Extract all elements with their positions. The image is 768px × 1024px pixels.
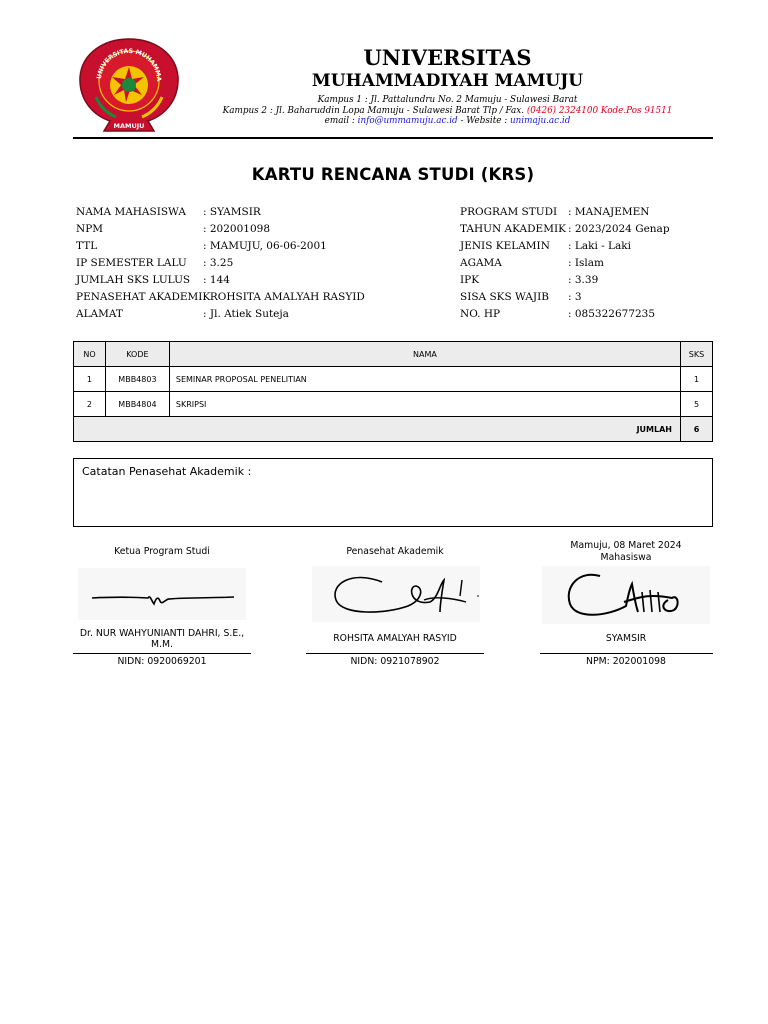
sig-rule-mahasiswa — [540, 653, 713, 654]
cell-kode: MBB4803 — [105, 367, 169, 392]
info-label: TAHUN AKADEMIK — [460, 223, 566, 235]
sig-id-ketua: NIDN: 0920069201 — [117, 656, 207, 667]
total-value: 6 — [681, 417, 713, 442]
info-label: IPK — [460, 274, 480, 286]
info-value: : SYAMSIR — [203, 206, 261, 218]
cell-no: 2 — [74, 392, 106, 417]
info-value: : 3 — [568, 291, 582, 303]
course-table — [73, 341, 713, 442]
contact-line — [200, 116, 695, 127]
campus2-text: Kampus 2 : Jl. Baharuddin Lopa Mamuju - Sulawesi Barat Tlp / Fax. — [222, 106, 525, 116]
logo-bottom-text: MAMUJU — [113, 122, 145, 130]
sig-rule-ketua — [73, 653, 251, 654]
signature-mahasiswa — [542, 566, 710, 624]
advisor-notes-label: Catatan Penasehat Akademik : — [82, 465, 252, 478]
info-label: PENASEHAT AKADEMIK — [76, 291, 211, 303]
university-name-line1: UNIVERSITAS — [363, 45, 532, 70]
campus1-address: Kampus 1 : Jl. Pattalundru No. 2 Mamuju - Sulawesi Barat — [317, 95, 578, 105]
page-title: KARTU RENCANA STUDI (KRS) — [251, 165, 535, 184]
info-label: NPM — [76, 223, 104, 235]
col-header-sks: SKS — [681, 342, 713, 367]
header-divider — [73, 137, 713, 139]
sig-role-mahasiswa: Mahasiswa — [600, 552, 652, 563]
info-value: : 202001098 — [203, 223, 270, 235]
logo-ring-text: UNIVERSITAS MUHAMMA — [95, 47, 163, 82]
info-label: NO. HP — [460, 308, 501, 320]
university-name-line2: MUHAMMADIYAH MAMUJU — [311, 71, 584, 91]
website-label: - Website : — [460, 116, 508, 126]
student-info-left — [76, 204, 446, 326]
info-value: : Laki - Laki — [568, 240, 632, 252]
sig-name-ketua-line1: Dr. NUR WAHYUNIANTI DAHRI, S.E., — [79, 628, 245, 639]
cell-nama: SEMINAR PROPOSAL PENELITIAN — [169, 367, 680, 392]
info-value: : 3.39 — [568, 274, 599, 286]
col-header-nama: NAMA — [169, 342, 680, 367]
campus2-phone: (0426) 2324100 Kode.Pos 91511 — [526, 106, 673, 116]
sig-role-penasehat: Penasehat Akademik — [346, 546, 444, 557]
signature-ketua — [78, 568, 246, 620]
info-value: : ROHSITA AMALYAH RASYID — [203, 291, 365, 303]
sig-id-mahasiswa: NPM: 202001098 — [586, 656, 666, 667]
table-row — [74, 367, 713, 392]
total-label: JUMLAH — [74, 417, 681, 442]
cell-no: 1 — [74, 367, 106, 392]
table-total-row — [74, 417, 713, 442]
info-label: SISA SKS WAJIB — [460, 291, 549, 303]
info-value: : MAMUJU, 06-06-2001 — [203, 240, 327, 252]
info-label: JUMLAH SKS LULUS — [76, 274, 191, 286]
table-header-row — [74, 342, 713, 367]
advisor-notes-box — [73, 458, 713, 527]
sig-date-line: Mamuju, 08 Maret 2024 — [570, 540, 682, 551]
university-logo — [74, 37, 184, 133]
info-value: : Islam — [568, 257, 604, 269]
info-label: JENIS KELAMIN — [460, 240, 550, 252]
info-value: : 3.25 — [203, 257, 234, 269]
website-link[interactable]: unimaju.ac.id — [510, 116, 571, 126]
sig-name-mahasiswa: SYAMSIR — [605, 633, 647, 644]
sig-role-ketua: Ketua Program Studi — [114, 546, 210, 557]
table-row — [74, 392, 713, 417]
cell-kode: MBB4804 — [105, 392, 169, 417]
col-header-no: NO — [74, 342, 106, 367]
sig-name-ketua — [73, 628, 251, 650]
info-value: : 144 — [203, 274, 230, 286]
sig-name-ketua-line2: M.M. — [151, 639, 173, 650]
info-label: ALAMAT — [76, 308, 123, 320]
student-info-right — [460, 204, 710, 326]
info-label: TTL — [76, 240, 98, 252]
email-label: email : — [324, 116, 355, 126]
info-value: : 2023/2024 Genap — [568, 223, 670, 235]
info-label: IP SEMESTER LALU — [76, 257, 187, 269]
sig-id-penasehat: NIDN: 0921078902 — [350, 656, 440, 667]
sig-rule-penasehat — [306, 653, 484, 654]
info-value: : Jl. Atiek Suteja — [203, 308, 289, 320]
col-header-kode: KODE — [105, 342, 169, 367]
cell-nama: SKRIPSI — [169, 392, 680, 417]
info-value: : 085322677235 — [568, 308, 656, 320]
cell-sks: 5 — [681, 392, 713, 417]
info-value: : MANAJEMEN — [568, 206, 650, 218]
cell-sks: 1 — [681, 367, 713, 392]
signature-penasehat — [312, 566, 480, 622]
info-label: NAMA MAHASISWA — [76, 206, 186, 218]
info-label: PROGRAM STUDI — [460, 206, 558, 218]
email-link[interactable]: info@ummamuju.ac.id — [357, 116, 458, 126]
info-label: AGAMA — [460, 257, 502, 269]
sig-name-penasehat: ROHSITA AMALYAH RASYID — [333, 633, 457, 644]
